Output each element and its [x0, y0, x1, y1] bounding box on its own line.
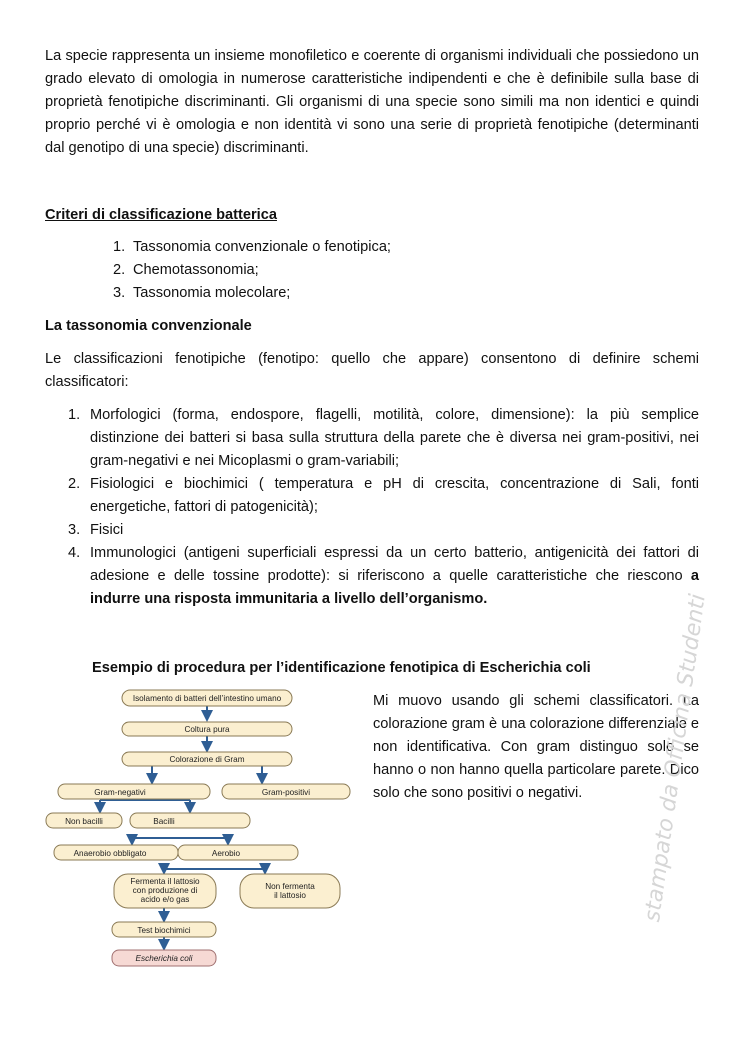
identification-flowchart [40, 684, 360, 974]
list-item: 2. Chemotassonomia; [113, 262, 259, 278]
anaerobic-label: Anaerobio obbligato [73, 849, 147, 858]
gram-label: Colorazione di Gram [169, 755, 245, 764]
list-item: 3. Fisici [68, 522, 124, 538]
list-item: 1. Tassonomia convenzionale o fenotipica; [113, 239, 391, 255]
bacilli-box [130, 813, 250, 828]
bacilli-label: Bacilli [153, 817, 175, 826]
watermark: stampato da Officina Studenti [640, 592, 711, 924]
non-ferment-label-2: il lattosio [274, 891, 306, 900]
culture-label: Coltura pura [184, 725, 230, 734]
ferment-label-2: con produzione di [132, 886, 198, 895]
list-item: 1. Morfologici (forma, endospore, flagelli, motilità, colore, dimensione): la più semplice distinzione dei batteri si basa sulla struttura della parete che è diversa nei gram-positivi, nei gram-negativi e nei Micoplasmi o gram-variabili; [68, 407, 699, 469]
gram-positive-label: Gram-positivi [261, 788, 311, 797]
conventional-heading: La tassonomia convenzionale [45, 318, 252, 334]
figure-title: Esempio di procedura per l’identificazione fenotipica di Escherichia coli [92, 660, 591, 676]
criteria-heading: Criteri di classificazione batterica [45, 207, 277, 223]
biochem-label: Test biochimici [137, 926, 191, 935]
intro-paragraph: La specie rappresenta un insieme monofiletico e coerente di organismi individuali che possiedono un grado elevato di omologia in numerose caratteristiche indipendenti e che è definibile sulla base di proprietà fenotipiche discriminanti. Gli organismi di una specie sono simili ma non identici e quindi proprio perché vi è omologia e non identità vi sono una serie di proprietà fenotipiche (determinanti dal genotipo di una specie) discriminanti. [45, 48, 699, 156]
non-ferment-label-1: Non fermenta [265, 882, 315, 891]
ferment-label-3: acido e/o gas [140, 895, 190, 904]
list-item: 4. Immunologici (antigeni superficiali espressi da un certo batterio, antigenicità dei fattori di adesione e delle tossine prodotte): si riferiscono a quelle caratteristiche che riescono a indurre una risposta immunitaria a livello dell’organismo. [68, 545, 699, 607]
conventional-list [68, 404, 699, 611]
list-item: 3. Tassonomia molecolare; [113, 285, 291, 301]
ferment-label-1: Fermenta il lattosio [130, 877, 200, 886]
conventional-intro: Le classificazioni fenotipiche (fenotipo: quello che appare) consentono di definire schemi classificatori: [45, 351, 699, 390]
gram-negative-label: Gram-negativi [94, 788, 146, 797]
aerobic-label: Aerobio [211, 849, 241, 858]
non-bacilli-label: Non bacilli [65, 817, 103, 826]
criteria-list [113, 236, 613, 305]
figure-commentary: Mi muovo usando gli schemi classificatori. La colorazione gram è una colorazione differenziale e non identificativa. Con gram distinguo solo se hanno o non hanno quella particolare parete. Dico solo che sono positivi o negativi. [373, 693, 699, 801]
list-item: 2. Fisiologici e biochimici ( temperatura e pH di crescita, concentrazione di Sali, fonti energetiche, fattori di patogenicità); [68, 476, 699, 515]
ecoli-label: Escherichia coli [135, 954, 193, 963]
isolation-label: Isolamento di batteri dell’intestino umano [132, 694, 282, 703]
